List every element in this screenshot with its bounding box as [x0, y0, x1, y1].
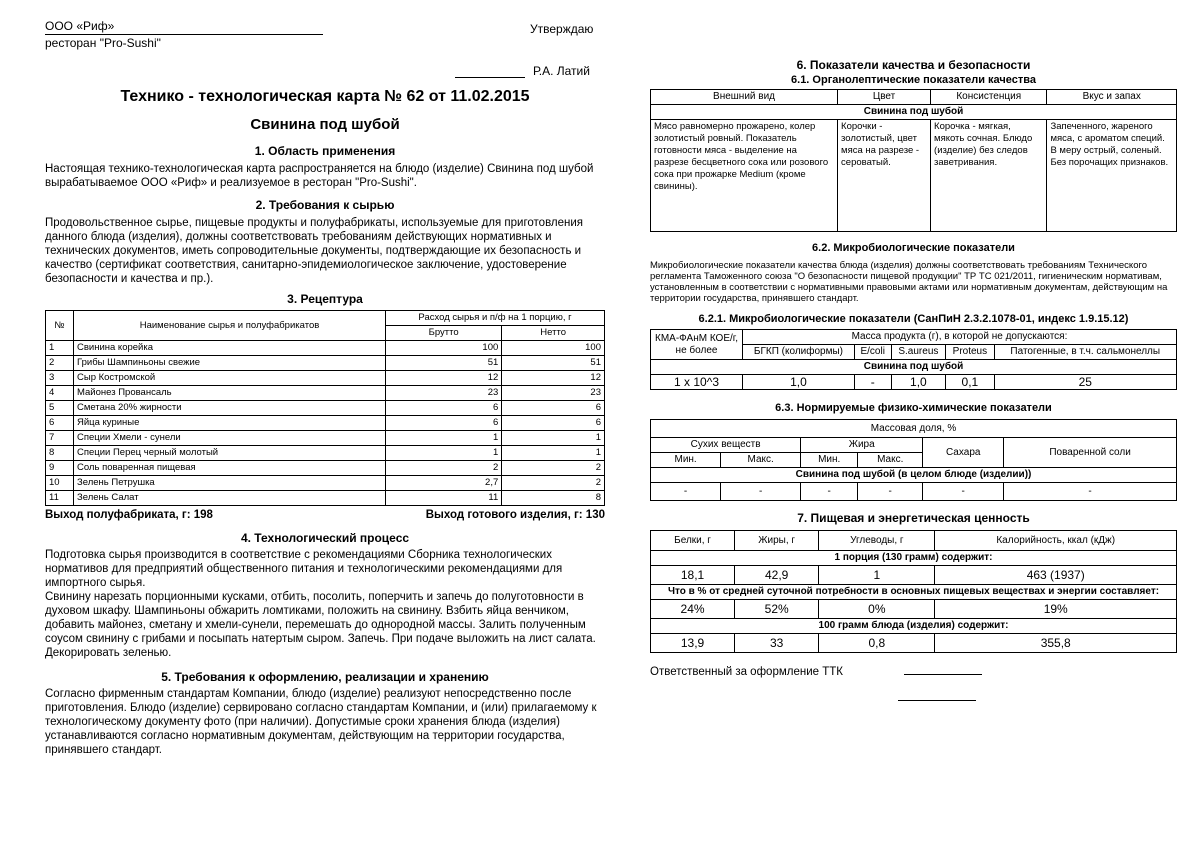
nutrition-value: 0,8	[819, 634, 935, 653]
nutrition-table	[650, 530, 1177, 653]
recipe-row	[46, 446, 605, 461]
responsible-label: Ответственный за оформление ТТК	[650, 666, 843, 678]
nutrition-value: 1	[819, 566, 935, 585]
physchem-value: -	[1004, 483, 1177, 501]
recipe-netto: 6	[502, 416, 605, 431]
physchem-value: -	[858, 483, 923, 501]
approver-name: Р.А. Латий	[533, 64, 590, 78]
recipe-table	[45, 310, 605, 506]
recipe-num: 6	[46, 416, 74, 431]
recipe-netto: 6	[502, 401, 605, 416]
org-name: ООО «Риф»	[45, 18, 605, 35]
micro-dish-row: Свинина под шубой	[651, 360, 1177, 375]
organoleptic-header-row	[651, 90, 1177, 105]
recipe-netto: 100	[502, 341, 605, 356]
recipe-num: 5	[46, 401, 74, 416]
yield-final: Выход готового изделия, г: 130	[425, 509, 605, 521]
approve-label: Утверждаю	[530, 22, 594, 36]
nutrition-value: 33	[735, 634, 819, 653]
micro-header: S.aureus	[891, 345, 946, 360]
section63-title: 6.3. Нормируемые физико-химические показатели	[775, 402, 1052, 414]
section62-text: Микробиологические показатели качества блюда (изделия) должны соответствовать требованиям Технического регламента Таможенного союза "О безопасности пищевой продукции" ТР ТС 021/2011, гигиеническим нормативам, установленным в соответствии с нормативными правовыми актами или нормативным документам, действующим на территории государства, принявшего стандарт.	[650, 260, 1168, 304]
section4-text2: Свинину нарезать порционными кусками, отбить, посолить, поперчить и запечь до полуготовности в духовом шкафу. Шампиньоны обжарить ломтиками, положить на свинину. Взбить яйца венчиком, добавить майонез, сметану и хмели-сунели, перемешать до однородной массы. Залить полученным соусом свинину с грибами и посыпать натертым сыром. Запечь. При подаче выложить на лист салата. Декорировать зеленью.	[45, 591, 596, 659]
recipe-row	[46, 386, 605, 401]
per100-values-row	[651, 634, 1177, 653]
recipe-row	[46, 491, 605, 506]
physchem-value: -	[651, 483, 721, 501]
restaurant-name: ресторан "Pro-Sushi"	[45, 36, 161, 50]
portion-row: 1 порция (130 грамм) содержит:	[651, 551, 1177, 566]
recipe-netto: 1	[502, 431, 605, 446]
physchem-table	[650, 419, 1177, 501]
responsible-signature-line	[904, 663, 982, 675]
section2-title: 2. Требования к сырью	[255, 198, 395, 212]
organoleptic-value: Запеченного, жареного мяса, с ароматом специй. В меру острый, соленый. Без порочащих признаков.	[1047, 120, 1177, 232]
section7-title: 7. Пищевая и энергетическая ценность	[797, 511, 1030, 525]
nutrition-header-row	[651, 531, 1177, 551]
dry-min: Мин.	[651, 453, 721, 468]
organoleptic-header: Вкус и запах	[1047, 90, 1177, 105]
nutrition-value: 355,8	[935, 634, 1177, 653]
recipe-row	[46, 341, 605, 356]
recipe-brutto: 1	[386, 431, 502, 446]
section2-text: Продовольственное сырье, пищевые продукты и полуфабрикаты, используемые для приготовления данного блюда (изделия), должны соответствовать требованиям действующих нормативных и технических документов, иметь сопроводительные документы, подтверждающие их безопасность и качество (сертификат соответствия, санитарно-эпидемиологическое заключение, удостоверение безопасности и качества и пр.).	[45, 217, 584, 285]
micro-value: -	[854, 375, 891, 390]
recipe-name: Яйца куриные	[74, 416, 386, 431]
recipe-netto: 1	[502, 446, 605, 461]
section61-title: 6.1. Органолептические показатели качества	[791, 74, 1036, 86]
recipe-brutto: 51	[386, 356, 502, 371]
recipe-brutto: 2,7	[386, 476, 502, 491]
nutrition-value: 24%	[651, 600, 735, 619]
sugar-header: Сахара	[923, 438, 1004, 468]
kmafanm-header: КМА-ФАнМ КОЕ/г, не более	[651, 330, 743, 360]
fat-header: Жира	[801, 438, 923, 453]
micro-header: E/coli	[854, 345, 891, 360]
physchem-value: -	[801, 483, 858, 501]
section4-title: 4. Технологический процесс	[240, 531, 410, 545]
fat-max: Макс.	[858, 453, 923, 468]
recipe-num: 2	[46, 356, 74, 371]
micro-header: Proteus	[946, 345, 994, 360]
recipe-name: Специи Хмели - сунели	[74, 431, 386, 446]
physchem-value: -	[721, 483, 801, 501]
document-title: Технико - технологическая карта № 62 от 11.02.2015	[120, 88, 530, 105]
dry-max: Макс.	[721, 453, 801, 468]
recipe-name: Зелень Петрушка	[74, 476, 386, 491]
micro-value: 1,0	[891, 375, 946, 390]
nutrition-header: Жиры, г	[735, 531, 819, 551]
portion-values-row	[651, 566, 1177, 585]
responsible-signature-line-2	[898, 688, 1177, 706]
recipe-num: 1	[46, 341, 74, 356]
recipe-name: Свинина корейка	[74, 341, 386, 356]
recipe-brutto: 1	[386, 446, 502, 461]
recipe-netto: 51	[502, 356, 605, 371]
nutrition-value: 19%	[935, 600, 1177, 619]
organoleptic-header: Консистенция	[931, 90, 1047, 105]
section62-title: 6.2. Микробиологические показатели	[812, 242, 1015, 254]
recipe-netto: 2	[502, 461, 605, 476]
per100-row: 100 грамм блюда (изделия) содержит:	[651, 619, 1177, 634]
recipe-row	[46, 401, 605, 416]
micro-value: 0,1	[946, 375, 994, 390]
recipe-num: 8	[46, 446, 74, 461]
micro-value: 1 x 10^3	[651, 375, 743, 390]
nutrition-header: Углеводы, г	[819, 531, 935, 551]
recipe-row	[46, 416, 605, 431]
section1-title: 1. Область применения	[254, 144, 396, 158]
sections-block	[45, 144, 605, 757]
percent-row: Что в % от средней суточной потребности в основных пищевых веществах и энергии составляет:	[651, 585, 1177, 600]
micro-header: БГКП (колиформы)	[743, 345, 855, 360]
micro-value: 1,0	[743, 375, 855, 390]
recipe-netto: 23	[502, 386, 605, 401]
recipe-header-name: Наименование сырья и полуфабрикатов	[74, 311, 386, 341]
recipe-rows	[46, 341, 605, 506]
recipe-row	[46, 371, 605, 386]
recipe-num: 11	[46, 491, 74, 506]
micro-value: 25	[994, 375, 1176, 390]
recipe-name: Грибы Шампиньоны свежие	[74, 356, 386, 371]
organoleptic-table	[650, 89, 1177, 232]
recipe-num: 4	[46, 386, 74, 401]
nutrition-value: 52%	[735, 600, 819, 619]
section5-title: 5. Требования к оформлению, реализации и хранению	[161, 670, 489, 684]
recipe-name: Сметана 20% жирности	[74, 401, 386, 416]
recipe-num: 10	[46, 476, 74, 491]
recipe-brutto: 2	[386, 461, 502, 476]
recipe-num: 9	[46, 461, 74, 476]
recipe-num: 3	[46, 371, 74, 386]
section4-text1: Подготовка сырья производится в соответствие с рекомендациями Сборника технологических нормативов для предприятий общественного питания и технологическими рекомендациями для импортного сырья.	[45, 549, 563, 589]
yield-row	[45, 509, 605, 521]
recipe-row	[46, 461, 605, 476]
recipe-row	[46, 476, 605, 491]
physchem-values-row	[651, 483, 1177, 501]
recipe-brutto: 6	[386, 401, 502, 416]
recipe-name: Майонез Провансаль	[74, 386, 386, 401]
recipe-header-num: №	[46, 311, 74, 341]
nutrition-value: 13,9	[651, 634, 735, 653]
section621-title: 6.2.1. Микробиологические показатели (СанПиН 2.3.2.1078-01, индекс 1.9.15.12)	[698, 313, 1129, 325]
recipe-num: 7	[46, 431, 74, 446]
nutrition-header: Белки, г	[651, 531, 735, 551]
recipe-row	[46, 356, 605, 371]
responsible-row	[650, 663, 1177, 678]
yield-semi: Выход полуфабриката, г: 198	[45, 509, 213, 521]
recipe-netto: 8	[502, 491, 605, 506]
recipe-name: Специи Перец черный молотый	[74, 446, 386, 461]
organoleptic-value: Корочки - золотистый, цвет мяса на разрезе - сероватый.	[838, 120, 931, 232]
organoleptic-header: Внешний вид	[651, 90, 838, 105]
recipe-header-netto: Нетто	[502, 326, 605, 341]
nutrition-value: 42,9	[735, 566, 819, 585]
organoleptic-values-row	[651, 120, 1177, 232]
physchem-dish-row: Свинина под шубой (в целом блюде (изделии))	[651, 468, 1177, 483]
recipe-row	[46, 431, 605, 446]
nutrition-value: 0%	[819, 600, 935, 619]
organoleptic-value: Мясо равномерно прожарено, колер золотистый ровный. Показатель готовности мяса - выделение на разрезе бесцветного сока или розового сока при прожарке Medium (кроме свинины).	[651, 120, 838, 232]
mass-header: Масса продукта (г), в которой не допускаются:	[743, 330, 1177, 345]
approver-signature	[455, 64, 590, 78]
dry-header: Сухих веществ	[651, 438, 801, 453]
section5-text: Согласно фирменным стандартам Компании, блюдо (изделие) реализуют непосредственно после приготовления. Блюдо (изделие) сервировано согласно стандартам Компании, и (или) прилагаемому к технологическому документу фото (при наличии). Допустимые сроки хранения блюда (изделия) устанавливаются согласно нормативным документам, действующим на территории государства, принявшего стандарт.	[45, 688, 597, 756]
dish-title: Свинина под шубой	[250, 116, 400, 133]
section1-text: Настоящая технико-технологическая карта распространяется на блюдо (изделие) Свинина под шубой вырабатываемое ООО «Риф» и реализуемое в ресторан "Pro-Sushi".	[45, 163, 594, 189]
recipe-brutto: 11	[386, 491, 502, 506]
percent-values-row	[651, 600, 1177, 619]
section6-title: 6. Показатели качества и безопасности	[796, 58, 1031, 72]
micro-header: Патогенные, в т.ч. сальмонеллы	[994, 345, 1176, 360]
organoleptic-value: Корочка - мягкая, мякоть сочная. Блюдо (изделие) без следов заветривания.	[931, 120, 1047, 232]
micro-values-row	[651, 375, 1177, 390]
recipe-name: Соль поваренная пищевая	[74, 461, 386, 476]
recipe-netto: 12	[502, 371, 605, 386]
recipe-name: Сыр Костромской	[74, 371, 386, 386]
section3-title: 3. Рецептура	[287, 292, 363, 306]
micro-table	[650, 329, 1177, 390]
recipe-brutto: 23	[386, 386, 502, 401]
fat-min: Мин.	[801, 453, 858, 468]
mass-fraction-header: Массовая доля, %	[651, 420, 1177, 438]
recipe-brutto: 6	[386, 416, 502, 431]
salt-header: Поваренной соли	[1004, 438, 1177, 468]
nutrition-value: 463 (1937)	[935, 566, 1177, 585]
recipe-name: Зелень Салат	[74, 491, 386, 506]
organoleptic-header: Цвет	[838, 90, 931, 105]
nutrition-value: 18,1	[651, 566, 735, 585]
recipe-header-usage: Расход сырья и п/ф на 1 порцию, г	[386, 311, 605, 326]
right-column	[650, 58, 1177, 706]
physchem-value: -	[923, 483, 1004, 501]
recipe-brutto: 12	[386, 371, 502, 386]
recipe-header-brutto: Брутто	[386, 326, 502, 341]
recipe-netto: 2	[502, 476, 605, 491]
signature-line	[455, 66, 525, 78]
nutrition-header: Калорийность, ккал (кДж)	[935, 531, 1177, 551]
organoleptic-dish-row: Свинина под шубой	[651, 105, 1177, 120]
recipe-brutto: 100	[386, 341, 502, 356]
